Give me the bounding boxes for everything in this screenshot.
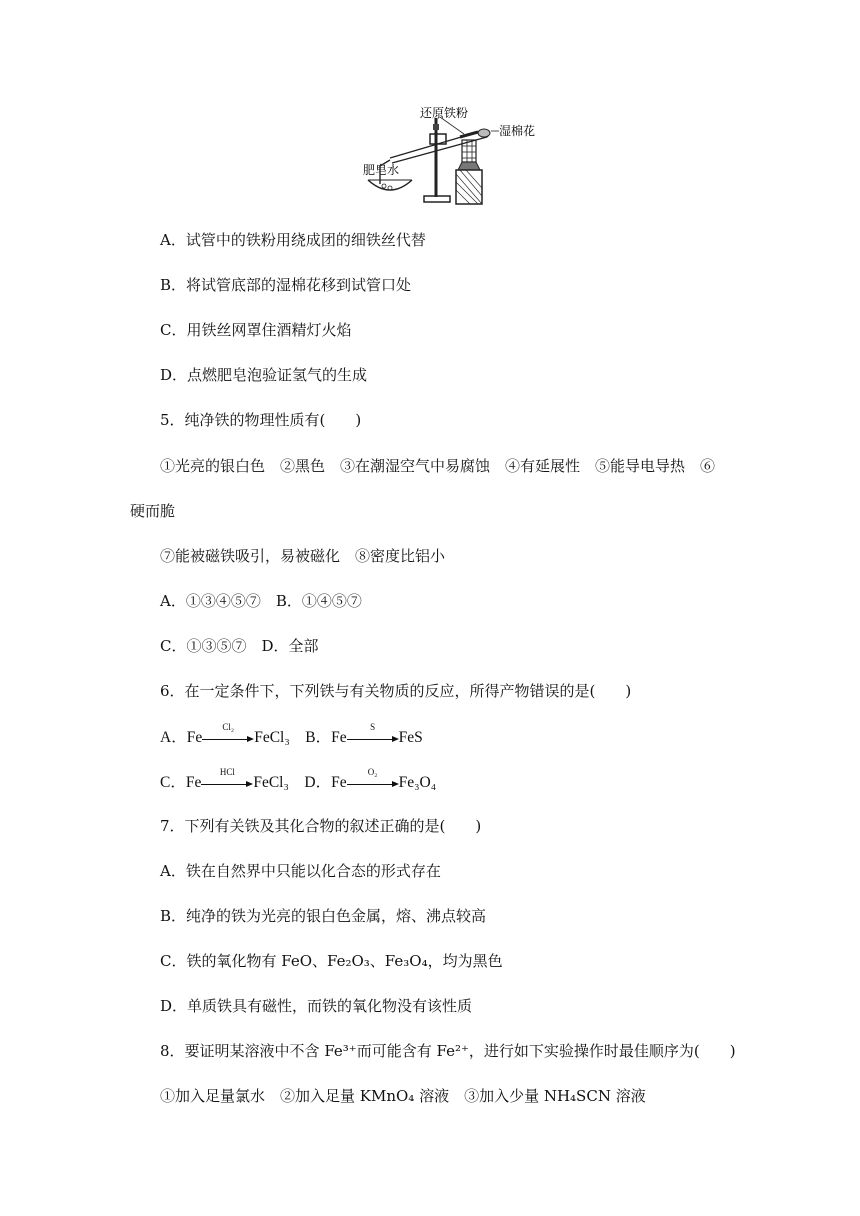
q6-c-product: FeCl₃ <box>253 774 289 791</box>
q6-c-prefix: C．Fe <box>160 774 202 791</box>
q8-stem: 8．要证明某溶液中不含 Fe³⁺而可能含有 Fe²⁺，进行如下实验操作时最佳顺序为( ) <box>160 1042 736 1060</box>
q6-c-reagent: HCl <box>219 767 235 777</box>
q6-d-reagent: O₂ <box>367 767 378 777</box>
q6-options-cd <box>160 767 437 793</box>
q6-d-prefix: D．Fe <box>304 774 347 791</box>
q5-items-line2: ⑦能被磁铁吸引，易被磁化 ⑧密度比铝小 <box>160 547 446 565</box>
q5-items-line1-cont: 硬而脆 <box>130 502 176 520</box>
q5-items-line1: ①光亮的银白色 ②黑色 ③在潮湿空气中易腐蚀 ④有延展性 ⑤能导电导热 ⑥ <box>160 457 716 475</box>
label-wet-cotton: 湿棉花 <box>499 124 536 138</box>
q4-option-c: C．用铁丝网罩住酒精灯火焰 <box>160 321 352 339</box>
reaction-arrow <box>347 722 399 746</box>
q5-stem: 5．纯净铁的物理性质有( ) <box>160 411 362 429</box>
q5-options-line2: C．①③⑤⑦ D．全部 <box>160 637 319 655</box>
q7-option-c: C．铁的氧化物有 FeO、Fe₂O₃、Fe₃O₄，均为黑色 <box>160 952 503 970</box>
q6-a-reagent: Cl₂ <box>222 722 235 732</box>
q5-options-line1: A．①③④⑤⑦ B．①④⑤⑦ <box>160 592 362 610</box>
q6-d-product: Fe₃O₄ <box>398 774 437 791</box>
reaction-arrow <box>202 722 254 746</box>
q6-a-prefix: A．Fe <box>160 729 203 746</box>
q6-b-prefix: B．Fe <box>305 729 347 746</box>
q6-options-ab <box>160 722 423 748</box>
q7-option-a: A．铁在自然界中只能以化合态的形式存在 <box>160 862 441 880</box>
label-iron-powder: 还原铁粉 <box>420 106 469 120</box>
q6-b-product: FeS <box>398 729 423 746</box>
reaction-arrow <box>201 767 253 791</box>
q6-b-reagent: S <box>370 722 376 732</box>
q7-stem: 7．下列有关铁及其化合物的叙述正确的是( ) <box>160 817 482 835</box>
q7-option-d: D．单质铁具有磁性，而铁的氧化物没有该性质 <box>160 997 473 1015</box>
label-soap-water: 肥皂水 <box>363 163 400 177</box>
q4-option-d: D．点燃肥皂泡验证氢气的生成 <box>160 366 368 384</box>
q6-stem: 6．在一定条件下，下列铁与有关物质的反应，所得产物错误的是( ) <box>160 682 632 700</box>
q8-items: ①加入足量氯水 ②加入足量 KMnO₄ 溶液 ③加入少量 NH₄SCN 溶液 <box>160 1087 646 1105</box>
apparatus-diagram <box>360 104 560 206</box>
q4-option-b: B．将试管底部的湿棉花移到试管口处 <box>160 276 412 294</box>
q4-option-a: A．试管中的铁粉用绕成团的细铁丝代替 <box>160 231 426 249</box>
q7-option-b: B．纯净的铁为光亮的银白色金属，熔、沸点较高 <box>160 907 487 925</box>
reaction-arrow <box>347 767 399 791</box>
q6-a-product: FeCl₃ <box>254 729 290 746</box>
